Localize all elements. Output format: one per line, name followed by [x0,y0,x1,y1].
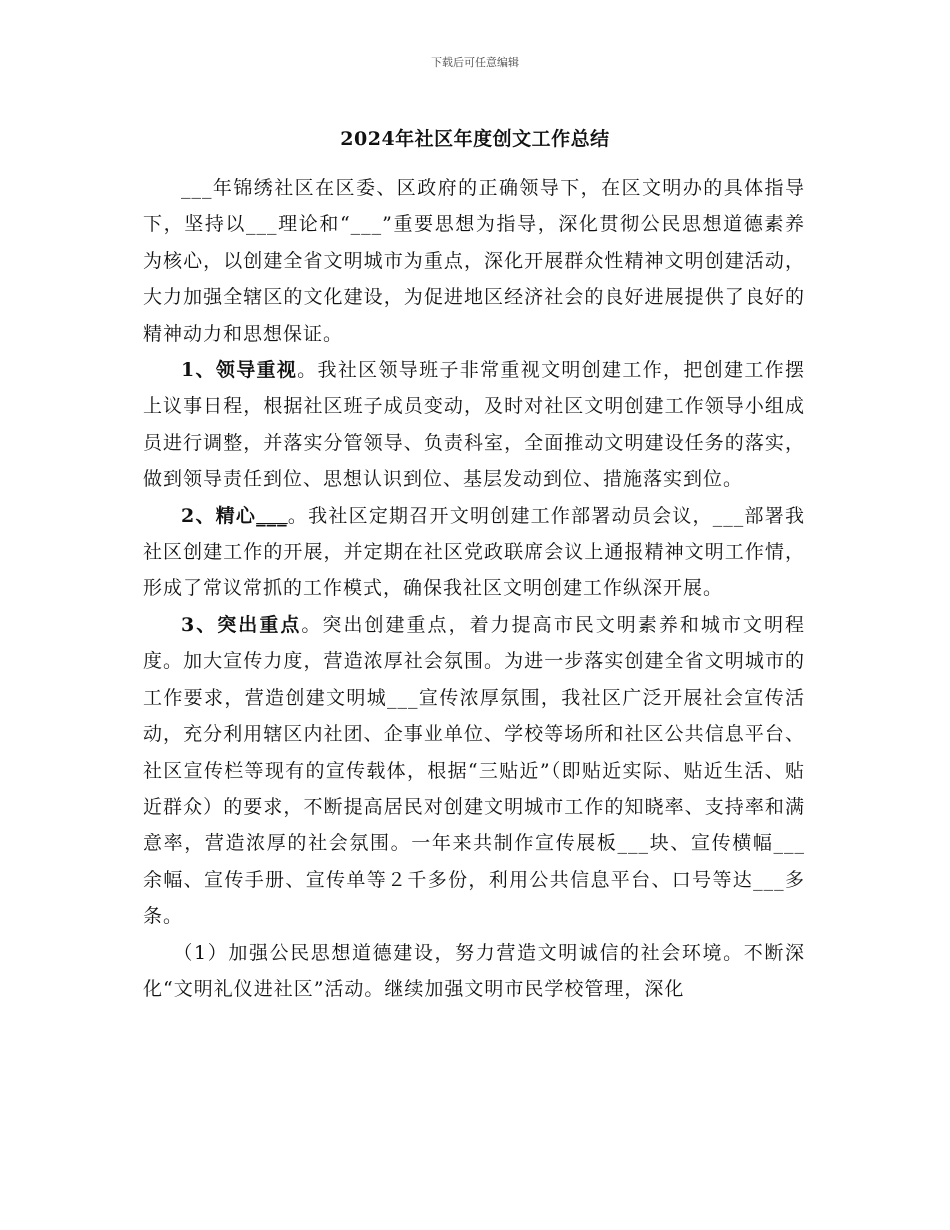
section-heading-2: 2、精心 [181,504,257,527]
section-text-1: 。我社区领导班子非常重视文明创建工作，把创建工作摆上议事日程，根据社区班子成员变动，及时对社区文明创建工作领导小组成员进行调整，并落实分管领导、负责科室，全面推动文明建设任务的落实，做到领导责任到位、思想认识到位、基层发动到位、措施落实到位。 [143,359,805,491]
sub-item-paragraph-1: （1）加强公民思想道德建设，努力营造文明诚信的社会环境。不断深化“文明礼仪进社区”活动。继续加强文明市民学校管理，深化 [143,941,805,1000]
section-text-2: 。我社区定期召开文明创建工作部署动员会议，___部署我社区创建工作的开展，并定期在社区党政联席会议上通报精神文明工作情，形成了常议常抓的工作模式，确保我社区文明创建工作纵深开展。 [143,504,805,600]
section-heading-1: 1、领导重视 [181,359,298,382]
page-header-note: 下载后可任意编辑 [431,56,519,69]
section-paragraph-2 [143,498,805,607]
intro-paragraph: ___年锦绣社区在区委、区政府的正确领导下，在区文明办的具体指导下，坚持以___理论和“___”重要思想为指导，深化贯彻公民思想道德素养为核心，以创建全省文明城市为重点，深化开展群众性精神文明创建活动，大力加强全辖区的文化建设，为促进地区经济社会的良好进展提供了良好的精神动力和思想保证。 [143,177,805,345]
section-text-3: 。突出创建重点，着力提高市民文明素养和城市文明程度。加大宣传力度，营造浓厚社会氛围。为进一步落实创建全省文明城市的工作要求，营造创建文明城___宣传浓厚氛围，我社区广泛开展社会宣传活动，充分利用辖区内社团、企事业单位、学校等场所和社区公共信息平台、社区宣传栏等现有的宣传载体，根据“三贴近”（即贴近实际、贴近生活、贴近群众）的要求，不断提高居民对创建文明城市工作的知晓率、支持率和满意率，营造浓厚的社会氛围。一年来共制作宣传展板___块、宣传横幅___余幅、宣传手册、宣传单等２千多份，利用公共信息平台、口号等达___多条。 [143,613,805,928]
document-title: 2024年社区年度创文工作总结 [340,128,610,150]
section-paragraph-3 [143,607,805,935]
section-paragraph-1 [143,352,805,498]
section-heading-3: 3、突出重点 [181,613,302,636]
section-heading-2-blank: ___ [256,504,288,527]
document-body [143,170,805,1007]
